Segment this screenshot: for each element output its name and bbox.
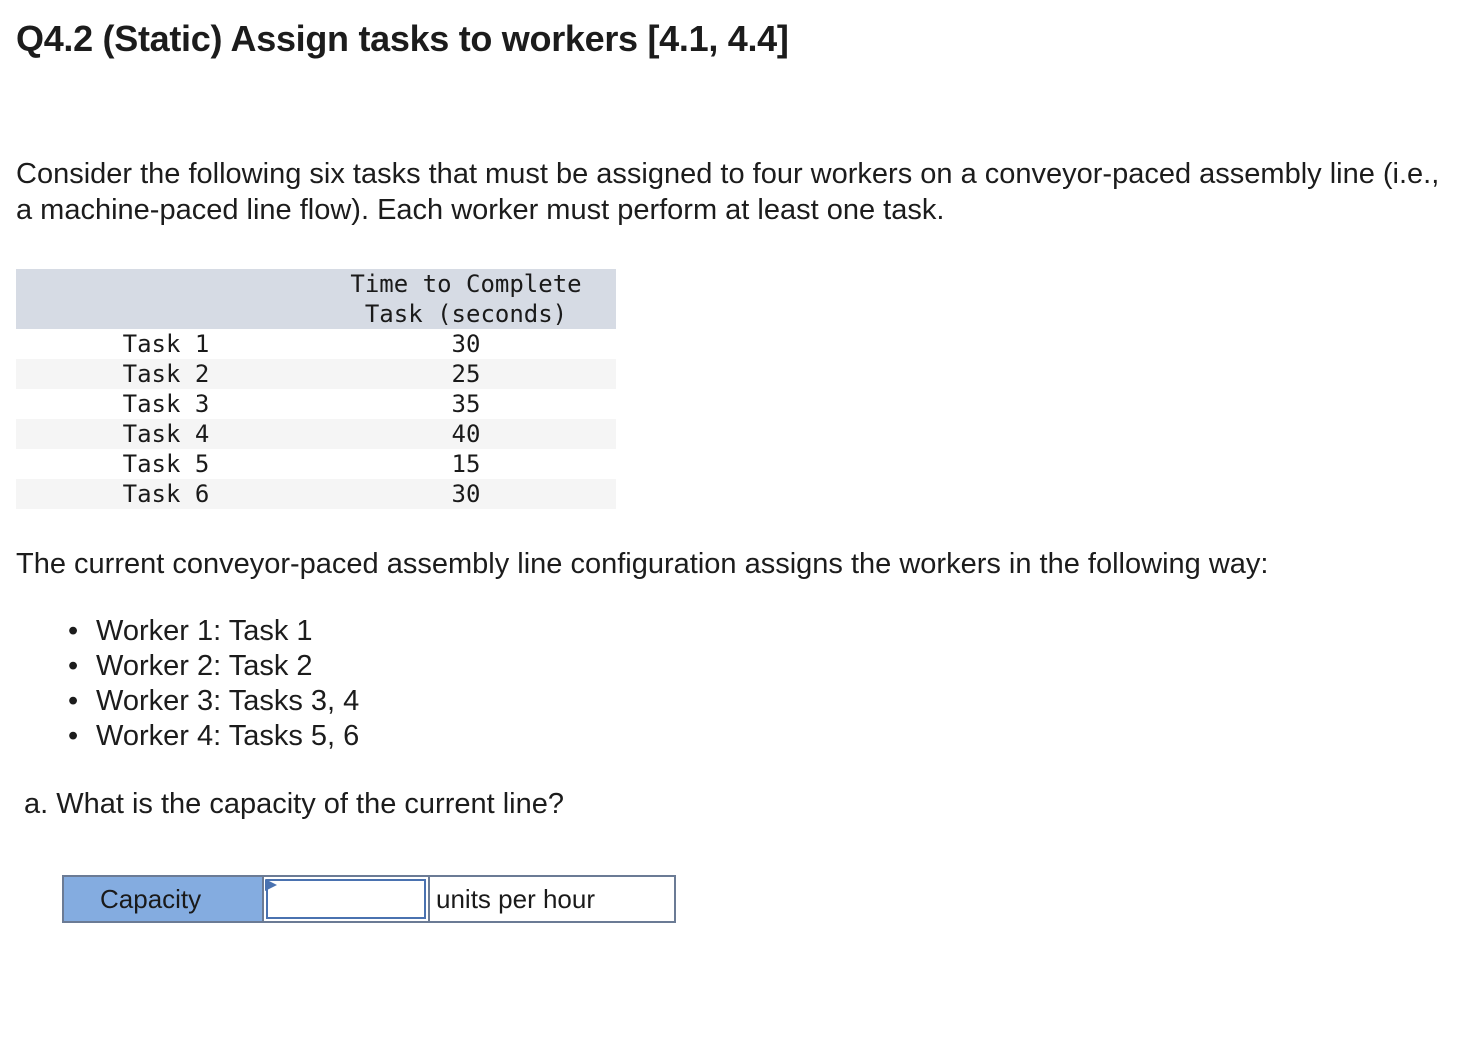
table-row — [16, 389, 616, 419]
task-time: 40 — [316, 419, 616, 449]
bullet-icon: • — [68, 615, 79, 647]
table-row — [16, 449, 616, 479]
worker-assignment: Worker 3: Tasks 3, 4 — [96, 685, 360, 717]
table-header-row — [16, 269, 616, 329]
task-time: 15 — [451, 450, 481, 478]
header-task — [16, 269, 316, 329]
list-item — [60, 649, 359, 684]
question-intro: Consider the following six tasks that must be assigned to four workers on a conveyor-paced assembly line (i.e., a machine-paced line flow). Each worker must perform at least one task. — [16, 158, 1440, 226]
list-item — [60, 614, 359, 649]
capacity-input[interactable] — [266, 879, 426, 919]
capacity-input-cell — [264, 875, 428, 923]
part-a-question: a. What is the capacity of the current line? — [24, 788, 564, 820]
task-time-table — [16, 269, 616, 509]
list-item — [60, 719, 359, 754]
task-name: Task 5 — [122, 450, 210, 478]
header-time-line2: Task (seconds) — [364, 300, 568, 328]
task-time: 30 — [316, 479, 616, 509]
table-row — [16, 419, 616, 449]
worker-assignment: Worker 4: Tasks 5, 6 — [96, 720, 360, 752]
capacity-label: Capacity — [62, 875, 264, 923]
capacity-unit: units per hour — [428, 875, 676, 923]
worker-assignment: Worker 1: Task 1 — [96, 615, 313, 647]
worker-assignment: Worker 2: Task 2 — [96, 650, 313, 682]
configuration-text: The current conveyor-paced assembly line configuration assigns the workers in the following way: — [16, 548, 1269, 580]
answer-flag-icon — [265, 879, 277, 891]
task-name: Task 2 — [16, 359, 316, 389]
task-time: 35 — [451, 390, 481, 418]
table-row — [16, 359, 616, 389]
table-row — [16, 329, 616, 359]
capacity-answer-row — [62, 875, 676, 923]
header-time — [316, 269, 616, 329]
bullet-icon: • — [68, 720, 79, 752]
task-name: Task 6 — [16, 479, 316, 509]
list-item — [60, 684, 359, 719]
worker-assignment-list — [60, 614, 359, 754]
question-title: Q4.2 (Static) Assign tasks to workers [4.1, 4.4] — [16, 18, 789, 59]
header-time-line1: Time to Complete — [350, 270, 582, 298]
task-name: Task 1 — [122, 330, 210, 358]
task-name: Task 3 — [122, 390, 210, 418]
task-time: 30 — [451, 330, 481, 358]
bullet-icon: • — [68, 685, 79, 717]
bullet-icon: • — [68, 650, 79, 682]
task-time: 25 — [316, 359, 616, 389]
task-name: Task 4 — [16, 419, 316, 449]
table-row — [16, 479, 616, 509]
